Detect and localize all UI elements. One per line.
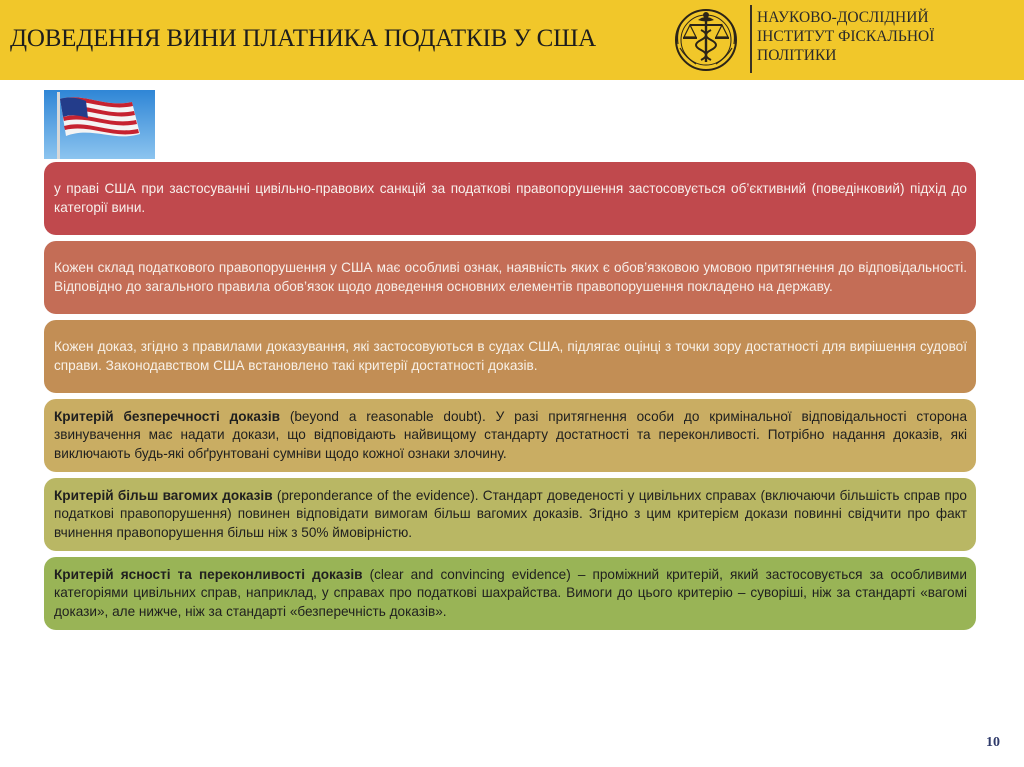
institute-line-3: ПОЛІТИКИ <box>757 47 837 64</box>
info-box-3-text <box>54 338 967 375</box>
info-box-2-text <box>54 259 967 296</box>
info-box-1 <box>44 162 976 235</box>
info-box-4-bold: Критерій безперечності доказів <box>54 408 280 424</box>
info-box-3 <box>44 320 976 393</box>
info-box-6-text <box>54 566 967 622</box>
info-box-5-body: (preponderance of the evidence). Стандарт доведеності у цивільних справах (включаючи більшість справ про податкові правопорушення) повинен відповідати вимогам більш вагомих доказів. Згідно з цим критерієм докази повинні свідчити про факт вчинення правопорушення більш ніж з 50% ймовірністю. <box>54 487 967 540</box>
info-box-6-bold: Критерій ясності та переконливості доказів <box>54 566 363 582</box>
info-box-3-body: Кожен доказ, згідно з правилами доказування, які застосовуються в судах США, підлягає оцінці з точки зору достатності для вирішення судової справи. Законодавством США встановлено такі критерії достатності доказів. <box>54 339 967 373</box>
info-box-2 <box>44 241 976 314</box>
info-box-1-body: у праві США при застосуванні цивільно-правових санкцій за податкові правопорушення застосовується об’єктивний (поведінковий) підхід до категорії вини. <box>54 181 967 215</box>
institute-line-2: ІНСТИТУТ ФІСКАЛЬНОЇ <box>757 28 935 45</box>
header-divider <box>750 5 752 73</box>
page-title: ДОВЕДЕННЯ ВИНИ ПЛАТНИКА ПОДАТКІВ У США <box>10 25 596 52</box>
caduceus-scales-icon <box>668 4 744 76</box>
page-number: 10 <box>986 735 1000 750</box>
info-box-1-text <box>54 180 967 217</box>
us-flag-icon <box>44 90 155 159</box>
info-box-5-text <box>54 487 967 543</box>
info-box-4 <box>44 399 976 472</box>
institute-line-1: НАУКОВО-ДОСЛІДНИЙ <box>757 9 929 26</box>
info-box-6 <box>44 557 976 630</box>
institute-name <box>757 8 934 65</box>
info-box-6-body: (clear and convincing evidence) – проміжний критерій, який застосовується за особливими категоріями цивільних справ, наприклад, у справах про податкові шахрайства. Вимоги до цього критерію – суворіші, ніж за стандарті «вагомі докази», але нижче, ніж за стандарті «безперечність доказів». <box>54 566 967 619</box>
info-box-5-bold: Критерій більш вагомих доказів <box>54 487 273 503</box>
info-box-2-body: Кожен склад податкового правопорушення у США має особливі ознак, наявність яких є обов’язковою умовою притягнення до відповідальності. Відповідно до загального правила обов’язок щодо доведення основних елементів правопорушення покладено на державу. <box>54 260 967 294</box>
info-box-4-body: (beyond a reasonable doubt). У разі притягнення особи до кримінальної відповідальності сторона звинувачення має надати докази, що відповідають найвищому стандарту достатності та переконливості. Потрібно надання доказів, які виключають будь-які обґрунтовані сумніви щодо кожної ознаки злочину. <box>54 408 968 461</box>
header-bar <box>0 0 1024 80</box>
info-box-4-text <box>54 408 967 464</box>
info-box-5 <box>44 478 976 551</box>
